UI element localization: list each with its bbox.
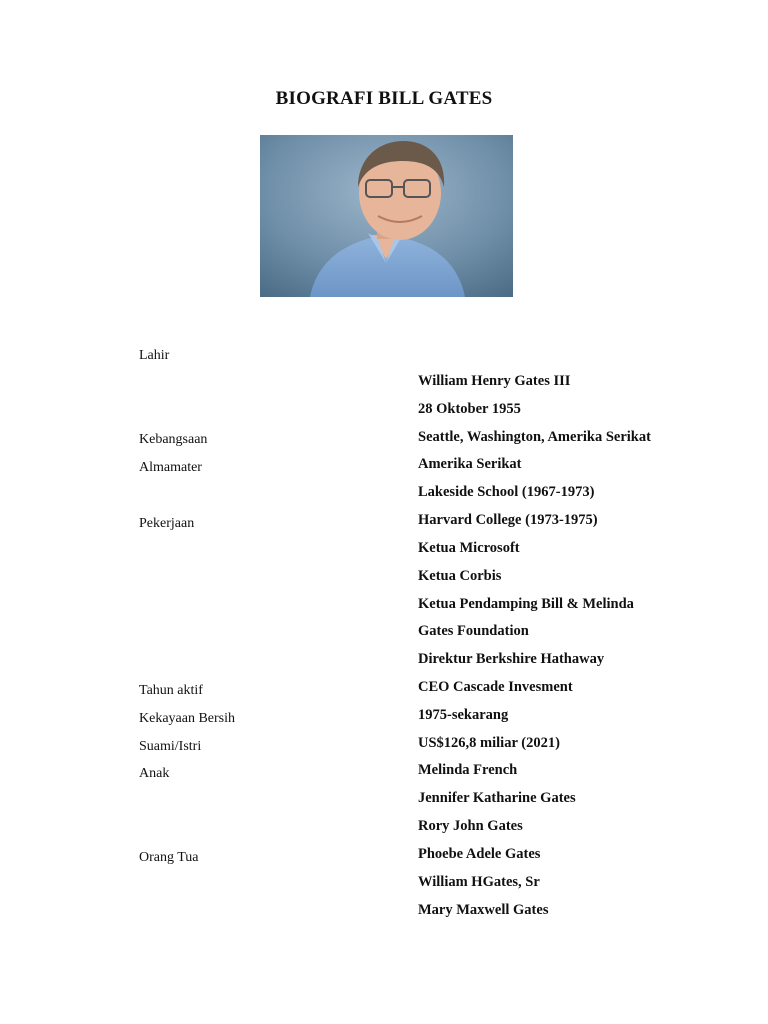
value-line: William HGates, Sr [418, 874, 540, 890]
value-line: Rory John Gates [418, 818, 523, 834]
portrait-photo [260, 135, 513, 297]
label-orang-tua: Orang Tua [139, 850, 199, 865]
label-almamater: Almamater [139, 460, 202, 475]
label-kekayaan-bersih: Kekayaan Bersih [139, 711, 236, 726]
value-line: Amerika Serikat [418, 456, 522, 472]
value-line: Mary Maxwell Gates [418, 902, 549, 918]
label-tahun-aktif: Tahun aktif [139, 683, 203, 698]
page-title: BIOGRAFI BILL GATES [275, 88, 493, 109]
value-line: Harvard College (1973-1975) [418, 512, 598, 528]
value-line: Direktur Berkshire Hathaway [418, 651, 605, 667]
label-lahir: Lahir [139, 348, 170, 363]
value-line: US$126,8 miliar (2021) [418, 735, 560, 751]
value-line: Ketua Pendamping Bill & Melinda [418, 596, 634, 612]
value-line: Seattle, Washington, Amerika Serikat [418, 429, 651, 445]
value-line: 28 Oktober 1955 [418, 401, 521, 417]
value-line: Gates Foundation [418, 623, 529, 639]
label-kebangsaan: Kebangsaan [139, 432, 208, 447]
value-line: Ketua Microsoft [418, 540, 520, 556]
value-line: CEO Cascade Invesment [418, 679, 573, 695]
label-pekerjaan: Pekerjaan [139, 516, 195, 531]
value-line: 1975-sekarang [418, 707, 509, 723]
value-line: Melinda French [418, 762, 518, 778]
value-line: Phoebe Adele Gates [418, 846, 541, 862]
label-suami-istri: Suami/Istri [139, 739, 202, 754]
label-anak: Anak [139, 766, 170, 781]
value-line: Jennifer Katharine Gates [418, 790, 576, 806]
value-line: Lakeside School (1967-1973) [418, 484, 595, 500]
value-line: Ketua Corbis [418, 568, 502, 584]
value-line: William Henry Gates III [418, 373, 571, 389]
